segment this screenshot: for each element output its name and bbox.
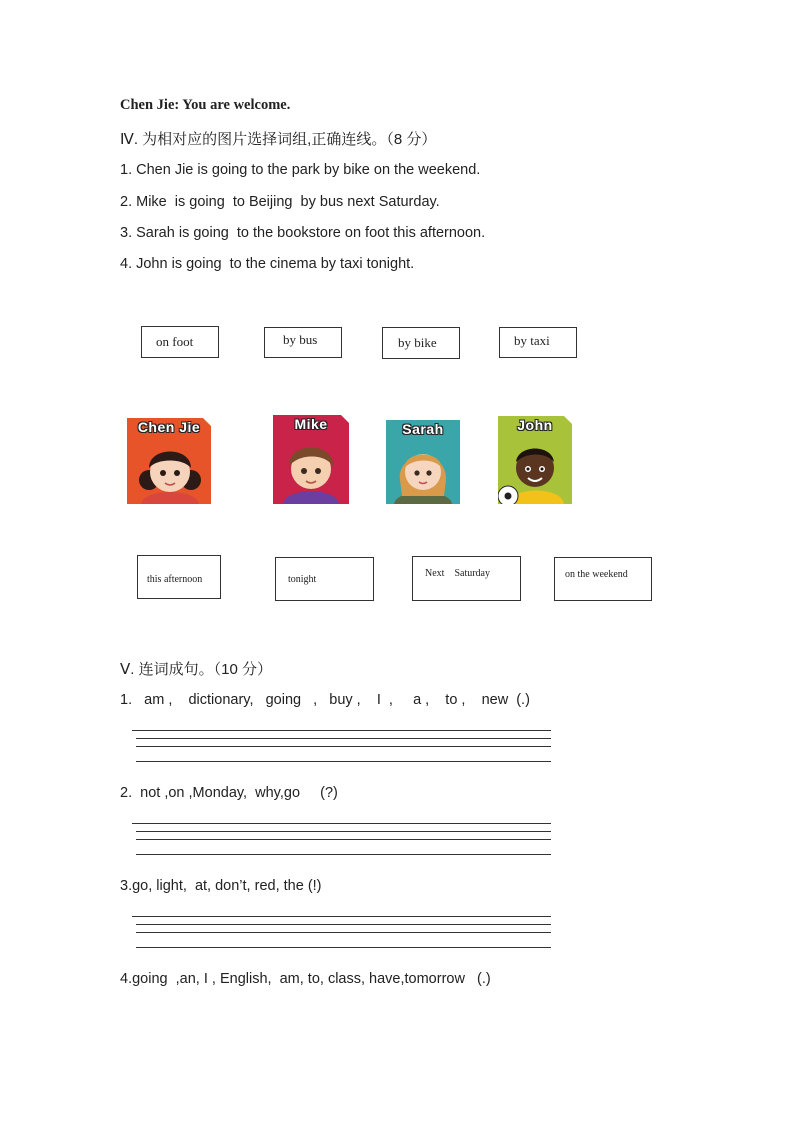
- section-5-title: Ⅴ. 连词成句。（10 分）: [120, 661, 272, 678]
- sentence-4: 4. John is going to the cinema by taxi tonight.: [120, 256, 415, 272]
- time-box-next-saturday[interactable]: [412, 556, 521, 601]
- time-box-on-the-weekend[interactable]: [554, 557, 652, 601]
- writing-line: [132, 916, 551, 917]
- transport-box-on-foot[interactable]: [141, 326, 219, 358]
- writing-line: [136, 924, 551, 925]
- transport-label: by taxi: [514, 333, 550, 348]
- transport-box-by-bus[interactable]: [264, 327, 342, 358]
- transport-label: on foot: [156, 334, 194, 349]
- time-label: Next Saturday: [425, 568, 490, 579]
- character-card-john[interactable]: [498, 416, 572, 504]
- character-name: Mike: [294, 416, 328, 432]
- writing-line: [136, 947, 551, 948]
- transport-label: by bus: [283, 332, 318, 347]
- writing-line: [136, 854, 551, 855]
- sentence-2: 2. Mike is going to Beijing by bus next Saturday.: [120, 194, 440, 210]
- time-label: tonight: [288, 574, 317, 585]
- time-box-tonight[interactable]: [275, 557, 374, 601]
- sentence-3: 3. Sarah is going to the bookstore on foot this afternoon.: [120, 225, 486, 241]
- item-4: 4.going ,an, I , English, am, to, class, have,tomorrow (.): [120, 971, 491, 987]
- item-2: 2. not ,on ,Monday, why,go (?): [120, 785, 338, 801]
- writing-line: [136, 746, 551, 747]
- character-card-mike[interactable]: [273, 415, 349, 504]
- sentence-1: 1. Chen Jie is going to the park by bike on the weekend.: [120, 162, 481, 178]
- time-label: this afternoon: [147, 574, 203, 585]
- character-name: Chen Jie: [137, 419, 201, 435]
- writing-line: [136, 839, 551, 840]
- character-card-sarah[interactable]: [386, 420, 460, 504]
- character-card-chen-jie[interactable]: [127, 418, 211, 504]
- item-1: 1. am , dictionary, going , buy , I , a , to , new (.): [120, 692, 530, 708]
- writing-line: [136, 738, 551, 739]
- dialogue-line: Chen Jie: You are welcome.: [120, 97, 291, 113]
- character-name: John: [517, 417, 553, 433]
- transport-label: by bike: [398, 335, 437, 350]
- character-name: Sarah: [402, 421, 444, 437]
- time-label: on the weekend: [565, 569, 628, 580]
- writing-line: [132, 823, 551, 824]
- writing-line: [136, 932, 551, 933]
- item-3: 3.go, light, at, don’t, red, the (!): [120, 878, 322, 894]
- writing-line: [136, 761, 551, 762]
- writing-line: [132, 730, 551, 731]
- time-box-this-afternoon[interactable]: [137, 555, 221, 599]
- transport-box-by-taxi[interactable]: [499, 327, 577, 358]
- writing-line: [136, 831, 551, 832]
- transport-box-by-bike[interactable]: [382, 327, 460, 359]
- section-4-title: Ⅳ. 为相对应的图片选择词组,正确连线。（8 分）: [120, 131, 437, 148]
